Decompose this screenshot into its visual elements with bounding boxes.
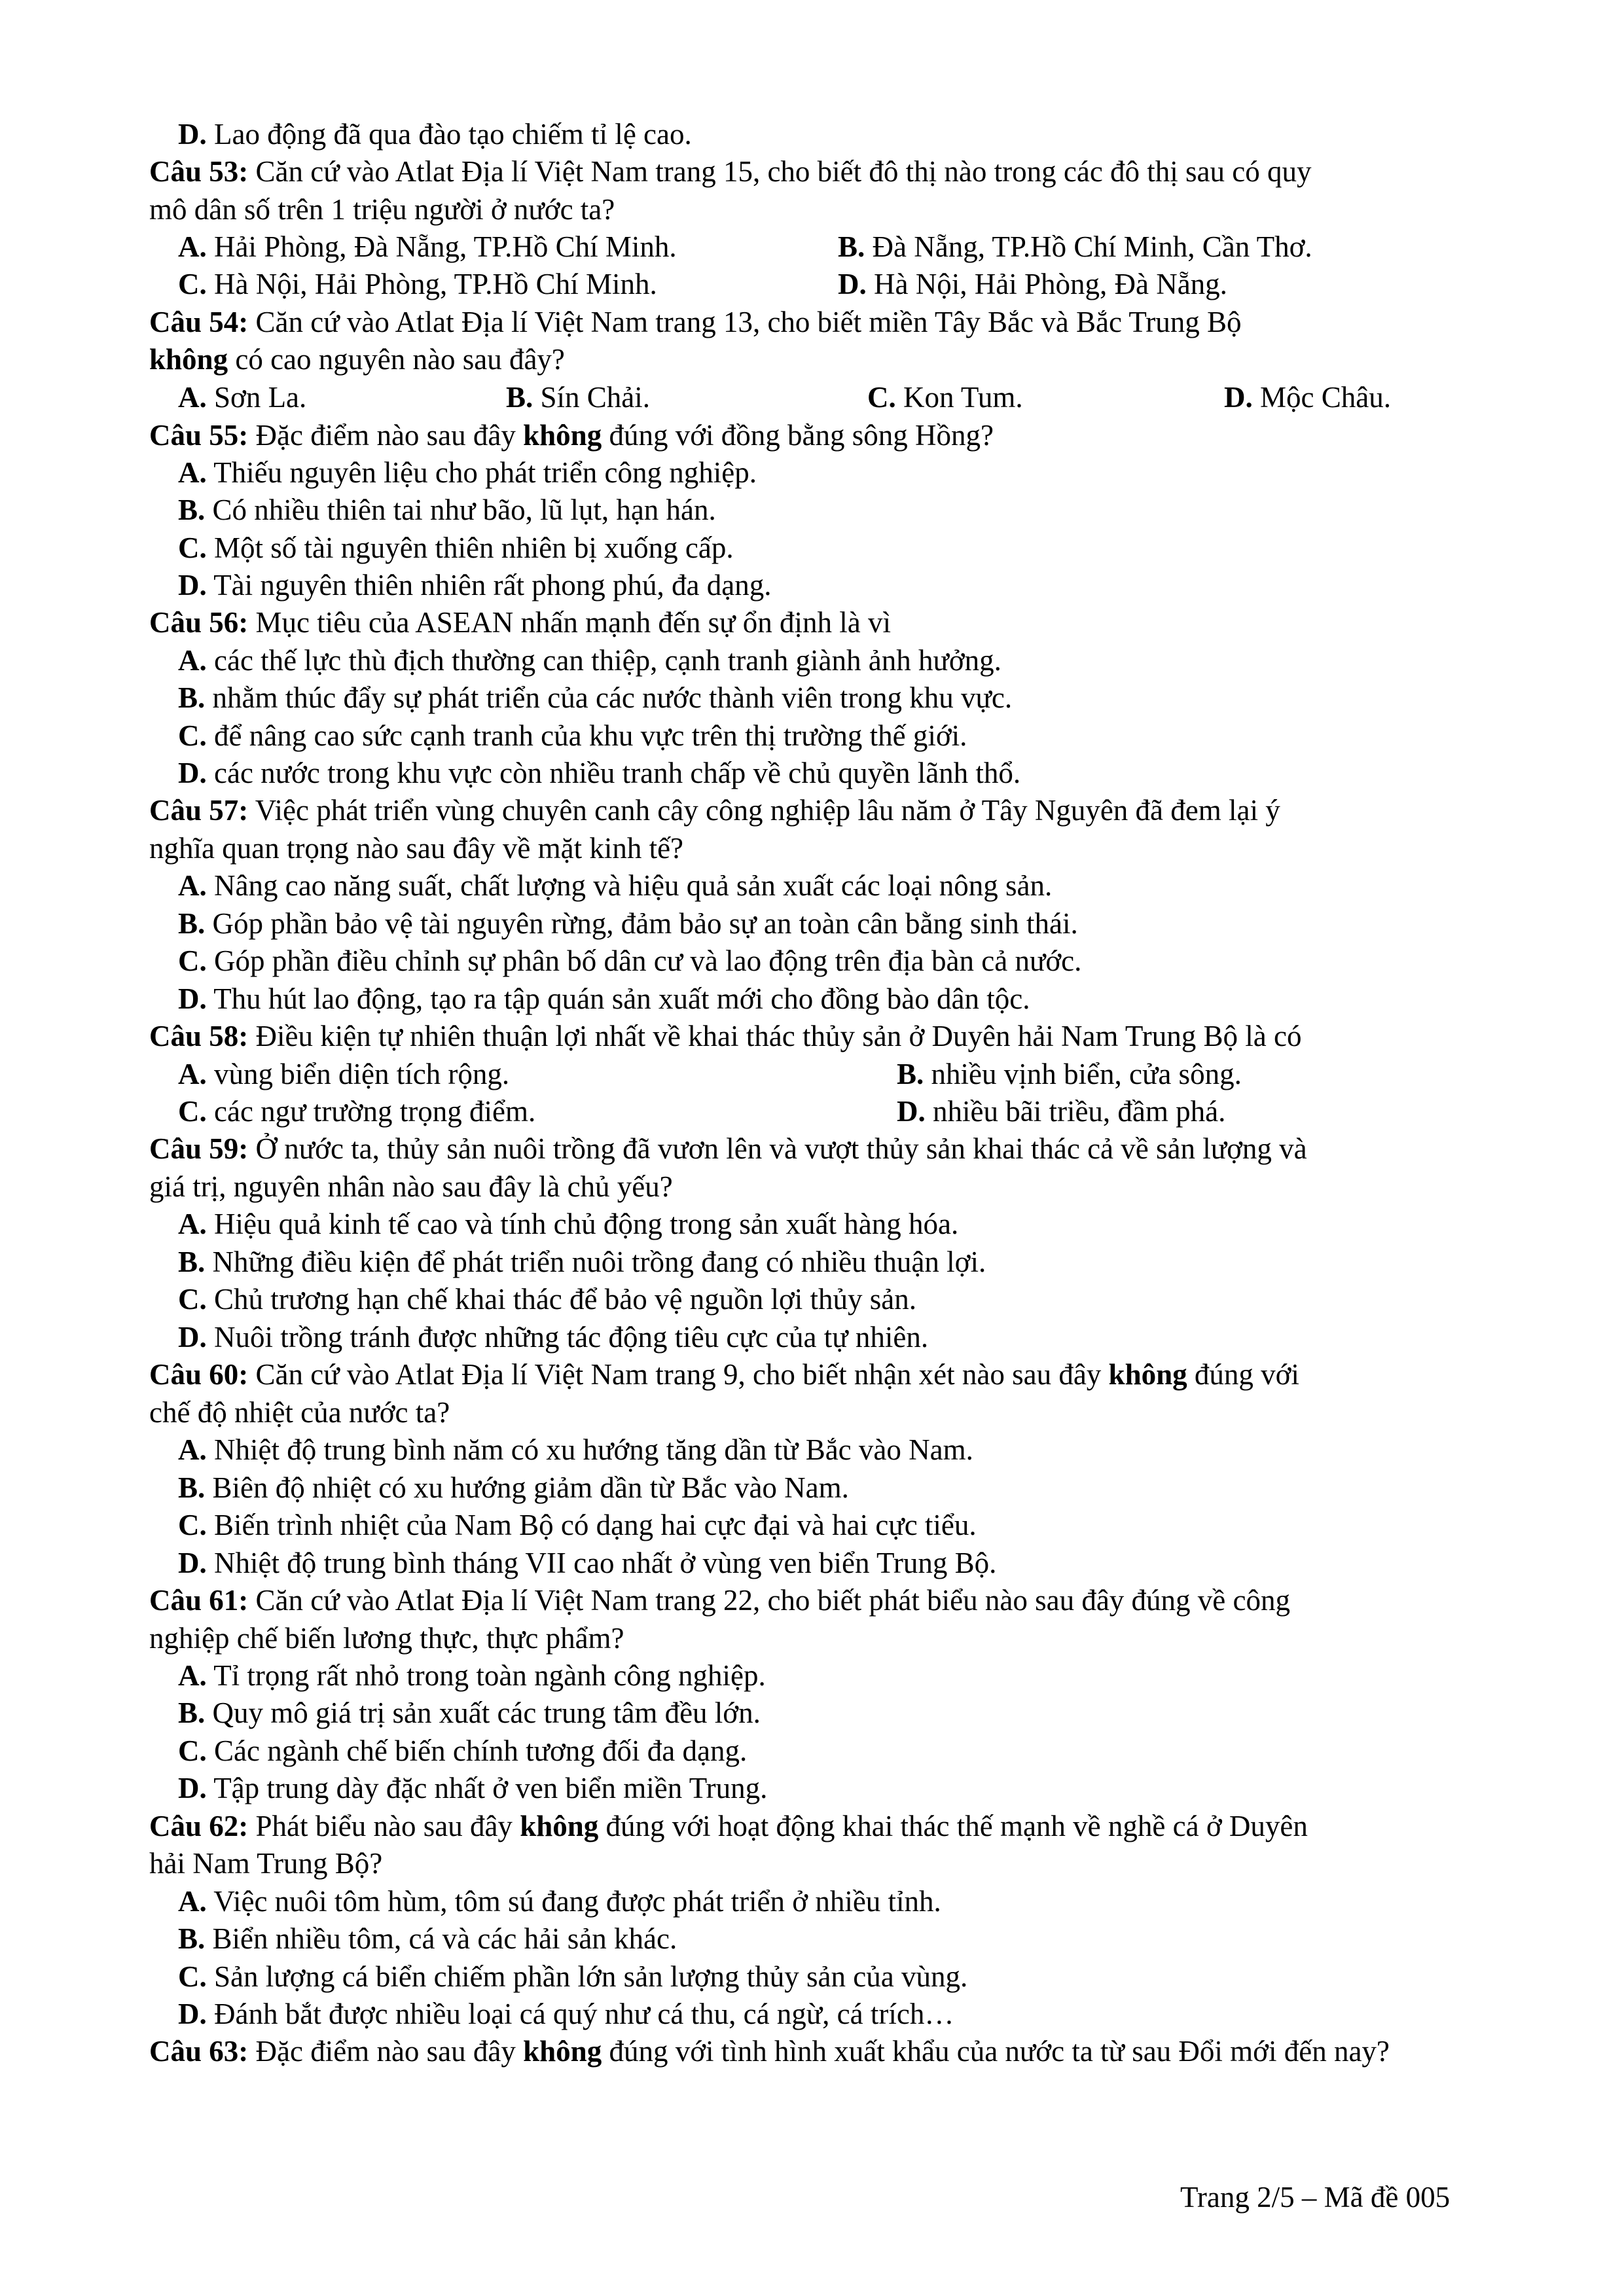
option-label: D. <box>178 569 207 601</box>
option-row <box>178 1924 677 1954</box>
option-label: C. <box>178 1095 207 1128</box>
option-row <box>178 1285 916 1314</box>
question-text: Căn cứ vào Atlat Địa lí Việt Nam trang 13, cho biết miền Tây Bắc và Bắc Trung Bộ <box>255 306 1242 338</box>
option-text: nhằm thúc đẩy sự phát triển của các nước thành viên trong khu vực. <box>212 681 1013 714</box>
option-row <box>1224 383 1391 412</box>
option-text: Kon Tum. <box>903 381 1023 414</box>
question-text: Căn cứ vào Atlat Địa lí Việt Nam trang 22, cho biết phát biểu nào sau đây đúng về công <box>255 1584 1290 1617</box>
question-text: có cao nguyên nào sau đây? <box>235 343 565 376</box>
option-label: C. <box>178 944 207 977</box>
question-text: đúng với <box>1194 1358 1299 1391</box>
option-row <box>178 1962 967 1992</box>
option-label: A. <box>178 381 207 414</box>
option-text: Nâng cao năng suất, chất lượng và hiệu quả sản xuất các loại nông sản. <box>214 869 1053 902</box>
option-label: C. <box>178 1960 207 1993</box>
option-text: Biên độ nhiệt có xu hướng giảm dần từ Bắc vào Nam. <box>212 1471 849 1504</box>
option-label: B. <box>178 1922 206 1955</box>
option-text: Tỉ trọng rất nhỏ trong toàn ngành công nghiệp. <box>213 1659 766 1692</box>
question-54-stem-line-2 <box>149 345 565 374</box>
option-row <box>178 946 1081 976</box>
question-number: Câu 56: <box>149 606 249 639</box>
option-text: Có nhiều thiên tai như bão, lũ lụt, hạn hán. <box>212 493 716 526</box>
option-label: C. <box>178 1283 207 1316</box>
option-row <box>838 232 1312 262</box>
option-row <box>178 721 967 751</box>
question-text: đúng với tình hình xuất khẩu của nước ta từ sau Đổi mới đến nay? <box>609 2035 1390 2068</box>
option-row <box>178 1736 747 1766</box>
option-label: A. <box>178 230 207 263</box>
option-label: B. <box>178 1246 206 1278</box>
option-row <box>178 909 1078 939</box>
option-label: D. <box>178 757 207 789</box>
emphasis-khong: không <box>523 419 602 452</box>
option-text: Biến trình nhiệt của Nam Bộ có dạng hai cực đại và hai cực tiểu. <box>214 1509 977 1541</box>
question-59-stem-line-1 <box>149 1134 1307 1164</box>
question-60-stem-line-1 <box>149 1360 1299 1390</box>
question-63-stem-line-1 <box>149 2037 1390 2066</box>
question-58-stem-line-1 <box>149 1022 1301 1051</box>
option-row <box>178 232 677 262</box>
option-label: C. <box>178 1734 207 1767</box>
option-text: các ngư trường trọng điểm. <box>214 1095 536 1128</box>
option-text: Sín Chải. <box>540 381 651 414</box>
question-number: Câu 58: <box>149 1020 249 1052</box>
emphasis-khong: không <box>523 2035 602 2068</box>
option-row <box>178 1774 767 1803</box>
option-text: Thu hút lao động, tạo ra tập quán sản xuất mới cho đồng bào dân tộc. <box>213 982 1030 1015</box>
option-row <box>178 2000 954 2029</box>
option-text: các thế lực thù địch thường can thiệp, cạnh tranh giành ảnh hưởng. <box>214 644 1001 677</box>
question-54-stem-line-1 <box>149 308 1242 337</box>
option-row <box>506 383 650 412</box>
question-number: Câu 59: <box>149 1132 249 1165</box>
option-text: để nâng cao sức cạnh tranh của khu vực trên thị trường thế giới. <box>214 719 967 752</box>
question-60-stem-line-2 <box>149 1398 450 1427</box>
option-text: Hà Nội, Hải Phòng, TP.Hồ Chí Minh. <box>214 268 657 300</box>
question-text: Điều kiện tự nhiên thuận lợi nhất về khai thác thủy sản ở Duyên hải Nam Trung Bộ là có <box>255 1020 1302 1052</box>
option-text: Đánh bắt được nhiều loại cá quý như cá thu, cá ngừ, cá trích… <box>214 1998 954 2030</box>
question-53-stem-line-1 <box>149 157 1312 187</box>
option-label: A. <box>178 456 207 489</box>
option-text: Nuôi trồng tránh được những tác động tiêu cực của tự nhiên. <box>214 1321 929 1354</box>
question-61-stem-line-1 <box>149 1586 1290 1615</box>
option-text: Hải Phòng, Đà Nẵng, TP.Hồ Chí Minh. <box>214 230 677 263</box>
option-label: A. <box>178 1058 207 1090</box>
option-row <box>178 871 1052 901</box>
option-row <box>178 1097 535 1126</box>
question-text: giá trị, nguyên nhân nào sau đây là chủ yếu? <box>149 1170 673 1203</box>
option-row <box>178 1323 928 1352</box>
option-label: A. <box>178 1208 207 1240</box>
question-number: Câu 60: <box>149 1358 249 1391</box>
option-text: Tài nguyên thiên nhiên rất phong phú, đa dạng. <box>213 569 772 601</box>
question-number: Câu 53: <box>149 155 249 188</box>
option-label: D. <box>178 982 207 1015</box>
question-text: đúng với hoạt động khai thác thế mạnh về nghề cá ở Duyên <box>605 1810 1308 1842</box>
question-53-stem-line-2 <box>149 195 615 224</box>
option-row <box>178 1210 958 1239</box>
page-footer: Trang 2/5 – Mã đề 005 <box>1180 2181 1451 2214</box>
option-row <box>178 1661 766 1691</box>
option-text: các nước trong khu vực còn nhiều tranh chấp về chủ quyền lãnh thổ. <box>214 757 1021 789</box>
emphasis-khong: không <box>1108 1358 1187 1391</box>
question-text: Mục tiêu của ASEAN nhấn mạnh đến sự ổn định là vì <box>255 606 892 639</box>
option-label: B. <box>178 493 206 526</box>
option-text: Quy mô giá trị sản xuất các trung tâm đều lớn. <box>212 1696 761 1729</box>
question-text: Việc phát triển vùng chuyên canh cây công nghiệp lâu năm ở Tây Nguyên đã đem lại ý <box>255 794 1280 827</box>
option-label: C. <box>867 381 896 414</box>
option-text: Sơn La. <box>214 381 307 414</box>
question-text: mô dân số trên 1 triệu người ở nước ta? <box>149 193 615 226</box>
question-text: nghiệp chế biến lương thực, thực phẩm? <box>149 1622 624 1655</box>
option-label: B. <box>178 1471 206 1504</box>
option-text: Góp phần điều chỉnh sự phân bố dân cư và lao động trên địa bàn cả nước. <box>214 944 1082 977</box>
question-62-stem-line-2 <box>149 1849 382 1878</box>
question-text: nghĩa quan trọng nào sau đây về mặt kinh tế? <box>149 832 684 865</box>
option-row <box>838 270 1227 299</box>
question-62-stem-line-1 <box>149 1812 1308 1841</box>
option-row <box>178 1511 977 1540</box>
question-text: chế độ nhiệt của nước ta? <box>149 1396 450 1429</box>
option-row <box>178 646 1001 675</box>
option-row <box>178 1549 996 1578</box>
question-text: Ở nước ta, thủy sản nuôi trồng đã vươn lên và vượt thủy sản khai thác cả về sản lượng và <box>255 1132 1307 1165</box>
option-label: D. <box>178 1547 207 1579</box>
option-label: D. <box>178 1772 207 1804</box>
question-text: Căn cứ vào Atlat Địa lí Việt Nam trang 15, cho biết đô thị nào trong các đô thị sau có quy <box>255 155 1312 188</box>
option-label: B. <box>838 230 865 263</box>
question-text: Đặc điểm nào sau đây <box>255 419 516 452</box>
option-text: Những điều kiện để phát triển nuôi trồng đang có nhiều thuận lợi. <box>212 1246 986 1278</box>
option-label: B. <box>506 381 533 414</box>
question-61-stem-line-2 <box>149 1624 624 1653</box>
option-label: D. <box>897 1095 926 1128</box>
question-text: đúng với đồng bằng sông Hồng? <box>609 419 994 452</box>
question-57-stem-line-1 <box>149 796 1280 825</box>
option-label: A. <box>178 644 207 677</box>
option-text: Biển nhiều tôm, cá và các hải sản khác. <box>212 1922 677 1955</box>
option-label: D. <box>178 1321 207 1354</box>
option-row <box>178 1060 509 1089</box>
option-label: A. <box>178 1885 207 1918</box>
option-text: Hiệu quả kinh tế cao và tính chủ động trong sản xuất hàng hóa. <box>214 1208 959 1240</box>
option-text: Việc nuôi tôm hùm, tôm sú đang được phát triển ở nhiều tỉnh. <box>213 1885 941 1918</box>
option-label: A. <box>178 1433 207 1466</box>
option-text: nhiều vịnh biển, cửa sông. <box>931 1058 1242 1090</box>
option-text: Tập trung dày đặc nhất ở ven biển miền Trung. <box>213 1772 768 1804</box>
option-label: A. <box>178 869 207 902</box>
question-number: Câu 54: <box>149 306 249 338</box>
option-row <box>178 683 1012 713</box>
option-text: nhiều bãi triều, đầm phá. <box>933 1095 1226 1128</box>
option-row <box>178 533 734 563</box>
option-text: Thiếu nguyên liệu cho phát triển công nghiệp. <box>213 456 757 489</box>
option-row <box>897 1097 1225 1126</box>
option-label: A. <box>178 1659 207 1692</box>
option-label: D. <box>1224 381 1253 414</box>
option-text: Chủ trương hạn chế khai thác để bảo vệ nguồn lợi thủy sản. <box>214 1283 916 1316</box>
option-row <box>178 120 692 149</box>
option-row <box>178 1698 761 1728</box>
option-label: C. <box>178 1509 207 1541</box>
option-row <box>178 984 1030 1014</box>
question-text: Căn cứ vào Atlat Địa lí Việt Nam trang 9, cho biết nhận xét nào sau đây <box>255 1358 1102 1391</box>
question-text: Phát biểu nào sau đây <box>255 1810 513 1842</box>
option-text: Một số tài nguyên thiên nhiên bị xuống cấp. <box>214 531 734 564</box>
question-56-stem-line-1 <box>149 608 891 637</box>
option-label: C. <box>178 531 207 564</box>
question-57-stem-line-2 <box>149 834 683 863</box>
option-text: vùng biển diện tích rộng. <box>214 1058 510 1090</box>
option-label: B. <box>897 1058 924 1090</box>
question-number: Câu 61: <box>149 1584 249 1617</box>
question-number: Câu 63: <box>149 2035 249 2068</box>
option-label: D. <box>178 118 207 151</box>
question-text: hải Nam Trung Bộ? <box>149 1847 383 1880</box>
option-row <box>178 458 757 488</box>
option-row <box>178 1247 986 1277</box>
option-row <box>178 1887 941 1916</box>
option-text: Các ngành chế biến chính tương đối đa dạng. <box>214 1734 748 1767</box>
option-row <box>178 383 306 412</box>
option-label: B. <box>178 1696 206 1729</box>
question-number: Câu 57: <box>149 794 249 827</box>
option-text: Nhiệt độ trung bình tháng VII cao nhất ở vùng ven biển Trung Bộ. <box>214 1547 997 1579</box>
option-text: Đà Nẵng, TP.Hồ Chí Minh, Cần Thơ. <box>872 230 1312 263</box>
option-label: B. <box>178 681 206 714</box>
option-row <box>178 270 657 299</box>
option-label: D. <box>178 1998 207 2030</box>
option-text: Góp phần bảo vệ tài nguyên rừng, đảm bảo sự an toàn cân bằng sinh thái. <box>212 907 1078 940</box>
option-text: Nhiệt độ trung bình năm có xu hướng tăng dần từ Bắc vào Nam. <box>214 1433 973 1466</box>
emphasis-khong: không <box>520 1810 599 1842</box>
option-label: C. <box>178 268 207 300</box>
question-text: Đặc điểm nào sau đây <box>255 2035 516 2068</box>
option-text: Lao động đã qua đào tạo chiếm tỉ lệ cao. <box>214 118 692 151</box>
option-label: D. <box>838 268 867 300</box>
option-row <box>178 571 772 600</box>
question-number: Câu 62: <box>149 1810 249 1842</box>
option-label: B. <box>178 907 206 940</box>
option-row <box>178 495 716 525</box>
question-number: Câu 55: <box>149 419 249 452</box>
option-row <box>867 383 1023 412</box>
question-59-stem-line-2 <box>149 1172 673 1202</box>
option-text: Sản lượng cá biển chiếm phần lớn sản lượng thủy sản của vùng. <box>214 1960 968 1993</box>
option-label: C. <box>178 719 207 752</box>
option-text: Mộc Châu. <box>1260 381 1391 414</box>
option-row <box>897 1060 1242 1089</box>
option-row <box>178 1435 973 1465</box>
option-row <box>178 759 1020 788</box>
question-55-stem-line-1 <box>149 421 994 450</box>
emphasis-khong: không <box>149 343 228 376</box>
option-row <box>178 1473 849 1503</box>
option-text: Hà Nội, Hải Phòng, Đà Nẵng. <box>874 268 1227 300</box>
